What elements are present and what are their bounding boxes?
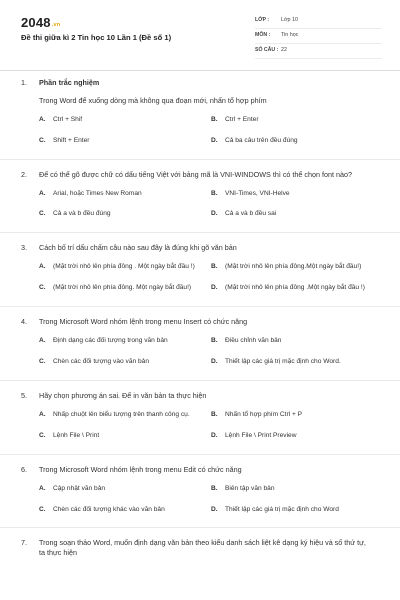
answer-options <box>39 190 372 220</box>
option-text: Nhấn tổ hợp phím Ctrl + P <box>225 410 303 418</box>
meta-label: MÔN : <box>255 32 271 39</box>
option-letter: C. <box>39 210 46 218</box>
option-text: Lệnh File \ Print <box>53 431 100 439</box>
option-text: Thiết lập các giá trị mặc định cho Word <box>225 505 339 513</box>
option-letter: C. <box>39 357 46 365</box>
exam-title: Đề thi giữa kì 2 Tin học 10 Lần 1 (Đề số 1) <box>21 33 172 42</box>
option-text: VNI-Times, VNI-Helve <box>225 189 290 197</box>
question-number: 3. <box>21 243 27 253</box>
exam-meta <box>255 14 382 59</box>
option-text: Biên tập văn bản <box>225 484 275 492</box>
option-text: (Mặt trời nhô lên phía đông. Một ngày bắt đầu!) <box>53 284 192 292</box>
answer-options <box>39 116 372 146</box>
question-number: 6. <box>21 464 27 474</box>
option-d[interactable] <box>211 284 383 293</box>
option-letter: D. <box>211 505 218 513</box>
meta-label: SỐ CÂU : <box>255 47 279 54</box>
logo-text: 2048 <box>21 15 51 30</box>
question-text: Trong Microsoft Word nhóm lệnh trong menu Edit có chức năng <box>39 464 242 474</box>
question-number: 4. <box>21 317 27 327</box>
option-text: (Mặt trời nhô lên phía đông .Một ngày bắt đầu !) <box>225 284 365 292</box>
question-text: Hãy chọn phương án sai. Để in văn bản ta thực hiện <box>39 390 207 400</box>
meta-row-class <box>255 14 382 29</box>
option-c[interactable] <box>39 506 211 515</box>
option-c[interactable] <box>39 432 211 441</box>
option-a[interactable] <box>39 411 211 420</box>
question-text: Cách bố trí dấu chấm câu nào sau đây là đúng khi gõ văn bản <box>39 243 237 253</box>
option-letter: A. <box>39 115 46 123</box>
option-a[interactable] <box>39 263 211 272</box>
question-number: 7. <box>21 538 27 548</box>
option-b[interactable] <box>211 116 383 125</box>
question-6 <box>0 465 400 529</box>
option-text: Cả ba câu trên đều đúng <box>225 136 298 144</box>
meta-row-count <box>255 44 382 59</box>
answer-options <box>39 411 372 441</box>
option-text: Định dạng các đối tượng trong văn bản <box>53 337 168 345</box>
option-text: Cả a và b đều đúng <box>53 210 111 218</box>
option-c[interactable] <box>39 358 211 367</box>
option-letter: B. <box>211 337 218 345</box>
question-text: Trong soạn thảo Word, muốn định dạng văn bản theo kiểu danh sách liệt kê dạng ký hiệu và số thứ tự, ta thực hiện <box>39 538 366 558</box>
option-d[interactable] <box>211 358 383 367</box>
header-divider <box>0 70 400 71</box>
option-letter: B. <box>211 115 218 123</box>
option-letter: D. <box>211 431 218 439</box>
option-text: (Mặt trời nhô lên phía đông.Một ngày bắt đầu!) <box>225 263 362 271</box>
option-text: Cập nhật văn bản <box>53 484 106 492</box>
option-text: Ctrl + Enter <box>225 115 259 123</box>
option-text: Chèn các đối tượng khác vào văn bản <box>53 505 165 513</box>
section-title: Phần trắc nghiệm <box>39 78 100 87</box>
option-a[interactable] <box>39 190 211 199</box>
option-letter: A. <box>39 484 46 492</box>
option-a[interactable] <box>39 116 211 125</box>
option-text: Cả a và b đều sai <box>225 210 277 218</box>
option-letter: A. <box>39 189 46 197</box>
option-d[interactable] <box>211 137 383 146</box>
option-d[interactable] <box>211 432 383 441</box>
answer-options <box>39 263 372 293</box>
option-letter: B. <box>211 189 218 197</box>
option-c[interactable] <box>39 137 211 146</box>
option-b[interactable] <box>211 337 383 346</box>
option-d[interactable] <box>211 210 383 219</box>
option-a[interactable] <box>39 337 211 346</box>
option-text: Lệnh File \ Print Preview <box>225 431 297 439</box>
question-5 <box>0 391 400 455</box>
option-letter: B. <box>211 484 218 492</box>
option-letter: C. <box>39 431 46 439</box>
logo-suffix: .vn <box>51 22 61 28</box>
option-text: Nhấp chuột lên biểu tượng trên thanh công cụ. <box>53 410 190 418</box>
option-letter: C. <box>39 136 46 144</box>
question-2 <box>0 170 400 234</box>
site-logo[interactable] <box>21 14 60 32</box>
option-a[interactable] <box>39 485 211 494</box>
option-text: Chèn các đối tượng vào văn bản <box>53 357 149 365</box>
option-c[interactable] <box>39 210 211 219</box>
option-letter: D. <box>211 284 218 292</box>
meta-value: Tin học <box>281 32 299 39</box>
question-number: 2. <box>21 169 27 179</box>
exam-header <box>0 0 400 62</box>
option-b[interactable] <box>211 485 383 494</box>
meta-value: 22 <box>281 47 287 54</box>
answer-options <box>39 485 372 515</box>
option-text: Thiết lập các giá trị mặc định cho Word. <box>225 357 341 365</box>
question-text: Trong Microsoft Word nhóm lệnh trong menu Insert có chức năng <box>39 317 248 327</box>
option-b[interactable] <box>211 411 383 420</box>
option-c[interactable] <box>39 284 211 293</box>
option-letter: A. <box>39 337 46 345</box>
option-letter: A. <box>39 410 46 418</box>
meta-row-subject <box>255 29 382 44</box>
option-d[interactable] <box>211 506 383 515</box>
option-letter: D. <box>211 210 218 218</box>
question-text: Để có thể gõ được chữ có dấu tiếng Việt với bảng mã là VNI-WINDOWS thì có thể chọn font nào? <box>39 169 352 179</box>
question-list <box>0 78 400 581</box>
option-text: (Mặt trời nhô lên phía đông . Một ngày bắt đầu !) <box>53 263 195 271</box>
option-letter: D. <box>211 357 218 365</box>
option-letter: D. <box>211 136 218 144</box>
option-b[interactable] <box>211 190 383 199</box>
option-text: Điều chỉnh văn bản <box>225 337 282 345</box>
question-4 <box>0 317 400 381</box>
answer-options <box>39 337 372 367</box>
question-number: 1. <box>21 78 27 87</box>
question-3 <box>0 243 400 307</box>
option-text: Ctrl + Shif <box>53 115 83 123</box>
question-7 <box>0 538 400 570</box>
option-letter: C. <box>39 505 46 513</box>
option-text: Arial, hoặc Times New Roman <box>53 189 142 197</box>
option-letter: C. <box>39 284 46 292</box>
question-number: 5. <box>21 390 27 400</box>
meta-value: Lớp 10 <box>281 17 299 24</box>
question-1 <box>0 78 400 160</box>
option-letter: A. <box>39 263 46 271</box>
meta-label: LỚP : <box>255 17 270 24</box>
question-text: Trong Word để xuống dòng mà không qua đoạn mới, nhấn tổ hợp phím <box>39 96 267 105</box>
option-letter: B. <box>211 410 218 418</box>
option-letter: B. <box>211 263 218 271</box>
option-text: Shift + Enter <box>53 136 90 144</box>
option-b[interactable] <box>211 263 383 272</box>
